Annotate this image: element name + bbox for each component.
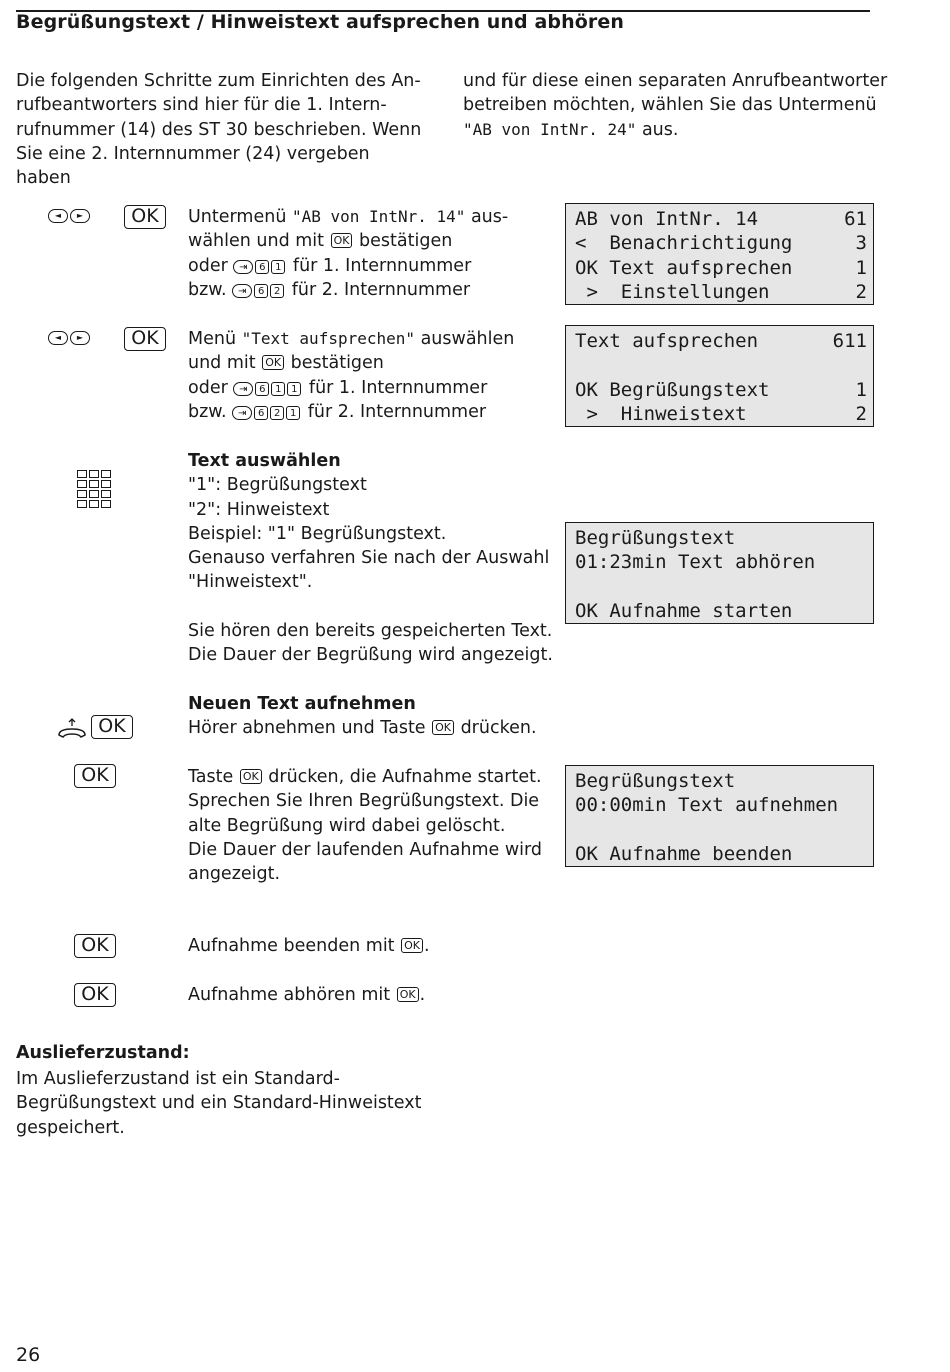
- intro-left-line: Die folgenden Schritte zum Einrichten des An-: [16, 71, 421, 91]
- nav-right-icon[interactable]: ►: [70, 209, 90, 223]
- keypad-icon[interactable]: [77, 470, 111, 508]
- keypad-key: [89, 500, 99, 508]
- delivery-heading: Auslieferzustand:: [16, 1043, 190, 1063]
- digit-key-icon: 1: [271, 382, 285, 396]
- keypad-key: [101, 500, 111, 508]
- keypad-key: [77, 500, 87, 508]
- nav-left-icon[interactable]: ◄: [48, 331, 68, 345]
- intro-left: [16, 69, 426, 190]
- step3-line: Die Dauer der Begrüßung wird angezeigt.: [188, 645, 553, 666]
- delivery-text: [16, 1067, 436, 1140]
- step6-description: [188, 934, 558, 958]
- step2-line: [188, 327, 558, 351]
- keypad-key: [77, 470, 87, 478]
- display-row: [575, 793, 873, 817]
- step3-line: "1": Begrüßungstext: [188, 475, 367, 496]
- keypad-key: [89, 480, 99, 488]
- step5-line: [188, 765, 558, 789]
- step2-line: [188, 376, 558, 400]
- ok-key-icon[interactable]: OK: [74, 934, 116, 958]
- intro-left-line: Sie eine 2. Internnummer (24) vergeben haben: [16, 143, 370, 189]
- intro-right: [463, 69, 903, 142]
- step1-line: [188, 254, 558, 278]
- intro-right-line: [463, 118, 903, 142]
- step1-text: oder: [188, 255, 234, 276]
- arrow-key-icon: ⇥: [233, 382, 253, 396]
- step2-line: [188, 351, 558, 375]
- digit-key-icon: 1: [287, 382, 301, 396]
- digit-key-icon: 1: [271, 260, 285, 274]
- step5-line: Die Dauer der laufenden Aufnahme wird: [188, 839, 543, 860]
- display-number: 1: [855, 378, 867, 401]
- step2-text: auswählen: [415, 329, 515, 349]
- display-text: AB von IntNr. 14: [575, 208, 759, 230]
- step2-text: für 1. Internnummer: [303, 377, 488, 398]
- step3-line: Sie hören den bereits gespeicherten Text.: [188, 621, 553, 642]
- step4-text: drücken.: [455, 718, 537, 739]
- step3-line: Beispiel: "1" Begrüßungstext.: [188, 523, 447, 544]
- display-text: Begrüßungstext: [575, 527, 736, 549]
- display-text: OK Aufnahme starten: [575, 600, 793, 623]
- display-row: [575, 769, 873, 793]
- step5-line: alte Begrüßung wird dabei gelöscht.: [188, 815, 506, 836]
- step1-line: [188, 278, 558, 302]
- page-title: Begrüßungstext / Hinweistext aufsprechen und abhören: [16, 11, 624, 33]
- step7-description: [188, 983, 558, 1007]
- step3-line: "Hinweistext".: [188, 572, 313, 593]
- display-row: [575, 599, 873, 623]
- step5-description: [188, 765, 558, 886]
- ok-key-icon[interactable]: OK: [124, 205, 166, 229]
- step6-text: Aufnahme beenden mit: [188, 936, 401, 956]
- display-step3: [565, 522, 874, 624]
- ok-key-icon[interactable]: OK: [124, 327, 166, 351]
- step1-text: bzw.: [188, 279, 233, 300]
- navigation-keys[interactable]: [48, 209, 90, 223]
- step2-description: [188, 327, 558, 424]
- step4-description: [188, 692, 558, 741]
- keypad-key: [89, 470, 99, 478]
- step1-text: für 2. Internnummer: [286, 279, 471, 300]
- step6-line: [188, 934, 558, 958]
- step1-text: wählen und mit: [188, 231, 330, 252]
- ok-inline-icon: OK: [331, 233, 353, 248]
- ok-inline-icon: OK: [432, 720, 454, 735]
- digit-key-icon: 6: [254, 284, 268, 298]
- display-row: [575, 256, 873, 280]
- step4-line: [188, 716, 558, 740]
- step2-text: oder: [188, 377, 234, 398]
- display-row: [575, 526, 873, 550]
- ok-inline-icon: OK: [262, 355, 284, 370]
- display-number: 2: [855, 281, 867, 304]
- ok-inline-icon: OK: [401, 938, 423, 953]
- display-text: < Benachrichtigung: [575, 232, 793, 255]
- display-row: [575, 842, 873, 866]
- digit-key-icon: 1: [286, 406, 300, 420]
- step1-text: bestätigen: [353, 231, 453, 252]
- intro-right-line: und für diese einen separaten Anrufbeantworter: [463, 71, 888, 91]
- step7-text: Aufnahme abhören mit: [188, 985, 396, 1005]
- step2-text: bestätigen: [285, 353, 384, 374]
- intro-right-tail: aus.: [636, 119, 679, 140]
- step7-text: .: [419, 985, 426, 1005]
- display-text: > Hinweistext: [575, 403, 747, 426]
- step5-text: drücken, die Aufnahme startet.: [262, 767, 542, 787]
- display-step2: [565, 325, 874, 427]
- arrow-key-icon: ⇥: [232, 406, 252, 420]
- delivery-line: Im Auslieferzustand ist ein Standard-: [16, 1069, 340, 1089]
- step3-description: [188, 449, 558, 668]
- ok-inline-icon: OK: [240, 769, 262, 784]
- step3-line: "2": Hinweistext: [188, 499, 330, 520]
- digit-key-icon: 2: [270, 284, 284, 298]
- step2-text: Menü: [188, 329, 242, 349]
- step3-line: Genauso verfahren Sie nach der Auswahl: [188, 548, 550, 569]
- intro-right-line: betreiben möchten, wählen Sie das Untermenü: [463, 95, 877, 116]
- display-text: > Einstellungen: [575, 281, 770, 304]
- ok-inline-icon: OK: [397, 987, 419, 1002]
- step4-text: Hörer abnehmen und Taste: [188, 718, 432, 739]
- intro-left-line: rufnummer (14) des ST 30 beschrieben. Wenn: [16, 119, 422, 140]
- step2-text: und mit: [188, 353, 262, 374]
- delivery-line: Begrüßungstext und ein Standard-Hinweistext: [16, 1093, 422, 1114]
- step6-text: .: [423, 936, 430, 956]
- step1-text: für 1. Internnummer: [287, 255, 472, 276]
- submenu-name: "AB von IntNr. 14": [291, 207, 466, 226]
- display-number: 2: [855, 403, 867, 426]
- ok-key-icon[interactable]: OK: [91, 715, 133, 739]
- step5-text: Taste: [188, 767, 239, 787]
- digit-key-icon: 6: [255, 382, 269, 396]
- step2-text: bzw.: [188, 401, 233, 422]
- keypad-key: [77, 490, 87, 498]
- step1-description: [188, 205, 558, 302]
- arrow-key-icon: ⇥: [232, 284, 252, 298]
- keypad-key: [101, 490, 111, 498]
- display-row: [575, 231, 873, 255]
- step4-heading: Neuen Text aufnehmen: [188, 694, 416, 714]
- display-row: [575, 378, 873, 402]
- step2-text: für 2. Internnummer: [302, 401, 487, 422]
- navigation-keys[interactable]: [48, 331, 90, 345]
- nav-right-icon[interactable]: ►: [70, 331, 90, 345]
- keypad-key: [77, 480, 87, 488]
- display-row: [575, 280, 873, 304]
- keypad-key: [101, 470, 111, 478]
- display-row: [575, 353, 873, 377]
- display-number: 611: [832, 330, 867, 352]
- step1-text: Untermenü: [188, 207, 292, 227]
- page-number: 26: [16, 1344, 41, 1366]
- display-row: [575, 818, 873, 842]
- step7-line: [188, 983, 558, 1007]
- display-text: OK Begrüßungstext: [575, 378, 770, 401]
- display-number: 1: [855, 256, 867, 279]
- display-row: [575, 402, 873, 426]
- digit-key-icon: 2: [270, 406, 284, 420]
- display-number: 61: [844, 208, 867, 230]
- delivery-line: gespeichert.: [16, 1117, 125, 1138]
- step1-line: [188, 229, 558, 253]
- display-text: OK Aufnahme beenden: [575, 843, 793, 866]
- keypad-key: [89, 490, 99, 498]
- digit-key-icon: 6: [255, 260, 269, 274]
- display-row: [575, 207, 873, 231]
- display-text: 00:00min Text aufnehmen: [575, 794, 839, 817]
- display-number: 3: [855, 232, 867, 255]
- display-row: [575, 575, 873, 599]
- ok-key-icon[interactable]: OK: [74, 983, 116, 1007]
- step5-line: Sprechen Sie Ihren Begrüßungstext. Die: [188, 791, 540, 812]
- step5-line: angezeigt.: [188, 864, 281, 885]
- menu-name: "Text aufsprechen": [241, 329, 416, 348]
- step3-heading: Text auswählen: [188, 451, 341, 471]
- display-row: [575, 550, 873, 574]
- spacer: [188, 595, 558, 619]
- digit-key-icon: 6: [254, 406, 268, 420]
- display-text: Begrüßungstext: [575, 770, 736, 792]
- display-text: Text aufsprechen: [575, 330, 759, 352]
- step2-line: [188, 400, 558, 424]
- ok-key-icon[interactable]: OK: [74, 764, 116, 788]
- display-text: 01:23min Text abhören: [575, 551, 816, 574]
- intro-left-line: rufbeantworters sind hier für die 1. Intern-: [16, 95, 387, 116]
- display-text: OK Text aufsprechen: [575, 256, 793, 279]
- step1-line: [188, 205, 558, 229]
- keypad-key: [101, 480, 111, 488]
- handset-lift-icon: [57, 715, 87, 741]
- display-step5: [565, 765, 874, 867]
- display-row: [575, 329, 873, 353]
- nav-left-icon[interactable]: ◄: [48, 209, 68, 223]
- display-step1: [565, 203, 874, 305]
- arrow-key-icon: ⇥: [233, 260, 253, 274]
- step1-text: aus-: [465, 207, 509, 227]
- submenu-name: "AB von IntNr. 24": [463, 119, 637, 139]
